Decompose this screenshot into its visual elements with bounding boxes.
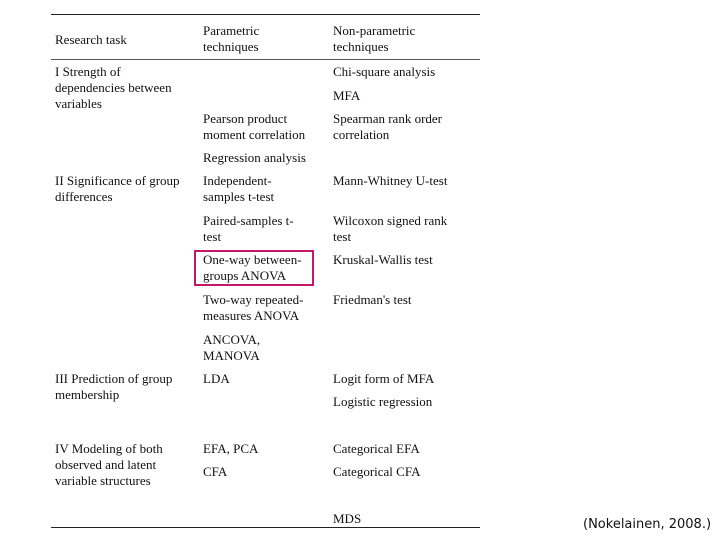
header-research-task: Research task: [55, 32, 127, 47]
nonparametric-mds: MDS: [333, 511, 362, 526]
parametric-independent-t-test: Independent- samples t-test: [203, 173, 275, 204]
nonparametric-mfa: MFA: [333, 88, 361, 103]
parametric-cfa: CFA: [203, 464, 228, 479]
nonparametric-wilcoxon: Wilcoxon signed rank test: [333, 213, 448, 244]
table-header-rule: [51, 59, 480, 60]
table-top-rule: [51, 14, 480, 15]
nonparametric-kruskal-wallis: Kruskal-Wallis test: [333, 252, 433, 267]
nonparametric-mann-whitney: Mann-Whitney U-test: [333, 173, 448, 188]
citation-caption: (Nokelainen, 2008.): [583, 517, 712, 532]
task-prediction-of-group-membership: III Prediction of group membership: [55, 371, 173, 402]
table-bottom-rule: [51, 527, 480, 528]
nonparametric-logit-mfa: Logit form of MFA: [333, 371, 435, 386]
nonparametric-logistic-regression: Logistic regression: [333, 394, 433, 409]
nonparametric-categorical-efa: Categorical EFA: [333, 441, 420, 456]
nonparametric-spearman: Spearman rank order correlation: [333, 111, 443, 142]
task-modeling-structures: IV Modeling of both observed and latent variable structures: [55, 441, 163, 488]
parametric-regression: Regression analysis: [203, 150, 306, 165]
parametric-efa-pca: EFA, PCA: [203, 441, 259, 456]
parametric-paired-t-test: Paired-samples t- test: [203, 213, 294, 244]
header-parametric: Parametric techniques: [203, 23, 260, 54]
nonparametric-categorical-cfa: Categorical CFA: [333, 464, 421, 479]
parametric-lda: LDA: [203, 371, 230, 386]
nonparametric-chi-square: Chi-square analysis: [333, 64, 436, 79]
header-nonparametric: Non-parametric techniques: [333, 23, 416, 54]
parametric-ancova-manova: ANCOVA, MANOVA: [203, 332, 261, 363]
parametric-two-way-anova: Two-way repeated- measures ANOVA: [203, 292, 304, 323]
task-strength-of-dependencies: I Strength of dependencies between variables: [55, 64, 172, 111]
highlight-box: [194, 250, 314, 286]
parametric-pearson: Pearson product moment correlation: [203, 111, 306, 142]
parametric-one-way-anova: One-way between- groups ANOVA: [203, 252, 302, 283]
task-significance-of-group-differences: II Significance of group differences: [55, 173, 180, 204]
nonparametric-friedman: Friedman's test: [333, 292, 412, 307]
